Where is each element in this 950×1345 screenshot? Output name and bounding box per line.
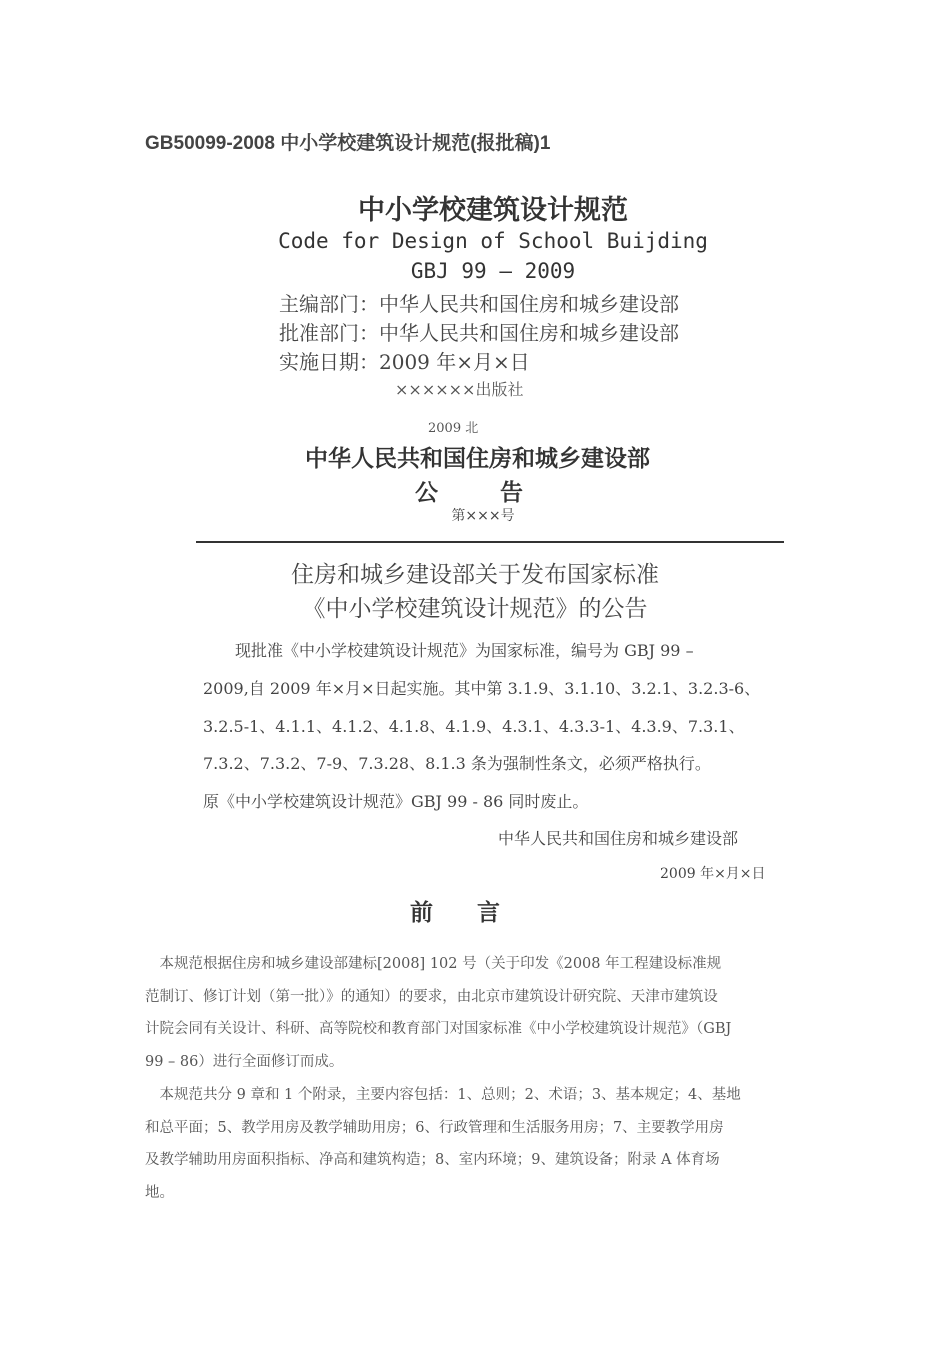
preface-line: 及教学辅助用房面积指标、净高和建筑构造；8、室内环境；9、建筑设备；附录 A 体育场 [145,1152,720,1168]
notice-heading: 公告 [415,480,585,506]
preface-line: 范制订、修订计划（第一批）》的通知）的要求，由北京市建筑设计研究院、天津市建筑设 [145,989,718,1005]
announcement-body-line: 7.3.2、7.3.2、7-9、7.3.28、8.1.3 条为强制性条文，必须严格执行。 [203,754,711,773]
document-header: GB50099-2008 中小学校建筑设计规范(报批稿)1 [145,133,551,154]
notice-number: 第×××号 [451,508,515,524]
publisher: ××××××出版社 [395,380,524,399]
standard-title-en: Code for Design of School Buijding [278,229,708,253]
preface-line: 计院会同有关设计、科研、高等院校和教育部门对国家标准《中小学校建筑设计规范》（GBJ [145,1021,732,1037]
announcement-signature: 中华人民共和国住房和城乡建设部 [498,829,739,848]
announcement-title-line-2: 《中小学校建筑设计规范》的公告 [302,596,648,622]
preface-line: 和总平面；5、教学用房及教学辅助用房；6、行政管理和生活服务用房；7、主要教学用房 [145,1120,724,1136]
announcement-body-line: 原《中小学校建筑设计规范》GBJ 99 - 86 同时废止。 [203,792,589,811]
standard-code: GBJ 99 – 2009 [410,259,576,283]
announcement-body-line: 现批准《中小学校建筑设计规范》为国家标准，编号为 GBJ 99 – [219,641,694,660]
publication-year-place: 2009 北 [428,421,479,436]
preface-line: 本规范共分 9 章和 1 个附录，主要内容包括：1、总则；2、术语；3、基本规定；4、基地 [145,1087,741,1103]
preface-heading: 前言 [410,899,544,926]
preface-line: 地。 [145,1185,174,1201]
divider-rule [196,541,784,543]
editor-department: 主编部门：中华人民共和国住房和城乡建设部 [279,292,679,316]
ministry-name: 中华人民共和国住房和城乡建设部 [305,446,650,472]
standard-title-zh: 中小学校建筑设计规范 [358,195,628,226]
preface-line: 本规范根据住房和城乡建设部建标[2008] 102 号（关于印发《2008 年工程建设标准规 [145,956,722,972]
announcement-date: 2009 年×月×日 [660,866,766,882]
announcement-body-line: 3.2.5-1、4.1.1、4.1.2、4.1.8、4.1.9、4.3.1、4.3.3-1、4.3.9、7.3.1、 [203,717,745,736]
announcement-body-line: 2009,自 2009 年×月×日起实施。其中第 3.1.9、3.1.10、3.2.1、3.2.3-6、 [203,679,761,698]
preface-line: 99 – 86）进行全面修订而成。 [145,1054,344,1070]
approval-department: 批准部门：中华人民共和国住房和城乡建设部 [279,321,679,345]
announcement-title-line-1: 住房和城乡建设部关于发布国家标准 [291,562,659,588]
effective-date: 实施日期：2009 年×月×日 [279,350,530,374]
